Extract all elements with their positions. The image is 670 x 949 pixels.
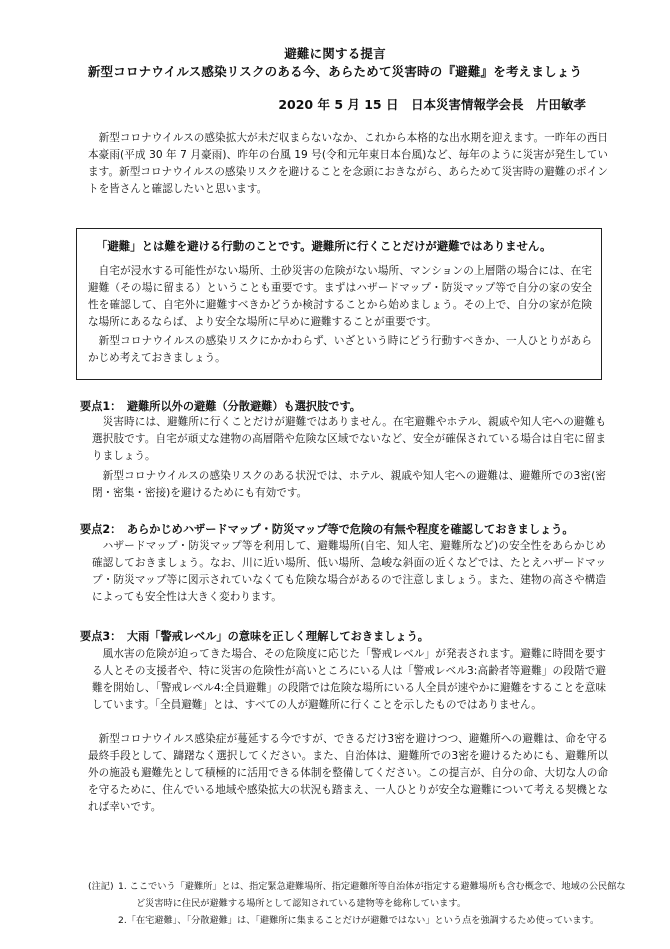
key-message-paragraph: 新型コロナウイルスの感染リスクにかかわらず、いざという時にどう行動すべきか、一人ひとりがあらかじめ考えておきましょう。 bbox=[88, 335, 592, 364]
point-1-paragraph: 新型コロナウイルスの感染リスクのある状況では、ホテル、親戚や知人宅への避難は、避難所での3密(密閉・密集・密接)を避けるためにも有効です。 bbox=[92, 470, 606, 499]
point-2-heading: 要点2： あらかじめハザードマップ・防災マップ等で危険の有無や程度を確認しておきましょう。 bbox=[80, 523, 574, 536]
notes-label: (注記) bbox=[88, 881, 114, 892]
note-item: 2.「在宅避難」、「分散避難」は、「避難所に集まることだけが避難ではない」という点を強調するため使っています。 bbox=[118, 915, 600, 926]
document-subtitle: 新型コロナウイルス感染リスクのある今、あらためて災害時の『避難』を考えましょう bbox=[87, 64, 583, 79]
point-2-paragraph: ハザードマップ・防災マップ等を利用して、避難場所(自宅、知人宅、避難所など)の安全性をあらかじめ確認しておきましょう。なお、川に近い場所、低い場所、急峻な斜面の近くなどでは、たとえハザードマップ・防災マップ等に図示されていなくても危険な場合があるので注意しましょう。また、建物の高さや構造によっても安全性は大きく変わります。 bbox=[92, 540, 606, 603]
note-item: 1. ここでいう「避難所」とは、指定緊急避難場所、指定避難所等自治体が指定する避難場所も含む概念で、地域の公民館など災害時に住民が避難する場所として認知されている建物等を総称しています。 bbox=[118, 881, 626, 909]
key-message-paragraph: 自宅が浸水する可能性がない場所、土砂災害の危険がない場所、マンションの上層階の場合には、在宅避難（その場に留まる）ということも重要です。まずはハザードマップ・防災マップ等で自分の家の安全性を確認して、自宅外に避難すべきかどうか検討することから始めましょう。その上で、自分の家が危険な場所にあるならば、より安全な場所に早めに避難することが重要です。 bbox=[88, 265, 592, 328]
intro-paragraph: 新型コロナウイルスの感染拡大が未だ収まらないなか、これから本格的な出水期を迎えます。一昨年の西日本豪雨(平成 30 年 7 月豪雨)、昨年の台風 19 号(令和元年東日本台風)など、毎年のように災害が発生しています。新型コロナウイルスの感染リスクを避けることを念頭におきながら、あらためて災害時の避難のポイントを皆さんと確認したいと思います。 bbox=[88, 132, 608, 195]
document-title: 避難に関する提言 bbox=[284, 46, 386, 61]
closing-paragraph: 新型コロナウイルス感染症が蔓延する今ですが、できるだけ3密を避けつつ、避難所への避難は、命を守る最終手段として、躊躇なく選択してください。また、自治体は、避難所での3密を避けるためにも、避難所以外の施設も避難先として積極的に活用できる体制を整備してください。この提言が、自分の命、大切な人の命を守るために、住んでいる地域や感染拡大の状況も踏まえ、一人ひとりが安全な避難について考える契機となれば幸いです。 bbox=[88, 733, 608, 813]
point-3-paragraph: 風水害の危険が迫ってきた場合、その危険度に応じた「警戒レベル」が発表されます。避難に時間を要する人とその支援者や、特に災害の危険性が高いところにいる人は「警戒レベル3:高齢者等避難」の段階で避難を開始し、「警戒レベル4:全員避難」の段階では危険な場所にいる人全員が速やかに避難をすることを意味しています。「全員避難」とは、すべての人が避難所に行くことを示したものではありません。 bbox=[92, 648, 606, 711]
date-author-line: 2020 年 5 月 15 日 日本災害情報学会長 片田敏孝 bbox=[278, 97, 586, 112]
point-1-paragraph: 災害時には、避難所に行くことだけが避難ではありません。在宅避難やホテル、親戚や知人宅への避難も選択肢です。自宅が頑丈な建物の高層階や危険な区域でないなど、安全が確保されている場合は自宅に留まりましょう。 bbox=[92, 416, 606, 462]
point-3-heading: 要点3： 大雨「警戒レベル」の意味を正しく理解しておきましょう。 bbox=[80, 630, 429, 643]
key-message-heading: 「避難」とは難を避ける行動のことです。避難所に行くことだけが避難ではありません。 bbox=[96, 239, 552, 253]
point-1-heading: 要点1： 避難所以外の避難（分散避難）も選択肢です。 bbox=[80, 400, 361, 413]
